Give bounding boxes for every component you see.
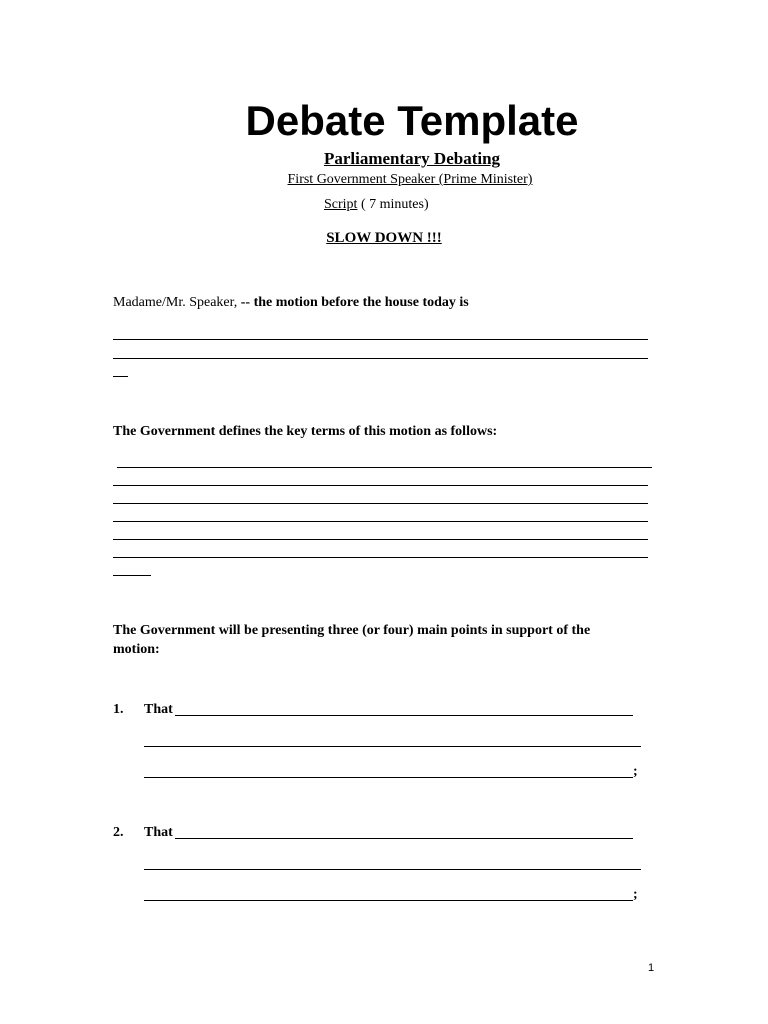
point-blank-line[interactable] (175, 838, 633, 839)
script-line (324, 196, 429, 214)
script-label: Script (324, 197, 358, 212)
definitions-prompt: The Government defines the key terms of this motion as follows: (113, 424, 498, 439)
definitions-blank-line[interactable] (117, 467, 652, 468)
definitions-blank-line[interactable] (113, 557, 648, 558)
point-blank-line[interactable] (144, 900, 633, 901)
point-blank-line[interactable] (144, 777, 633, 778)
point-number: 1. (113, 702, 124, 717)
point-end-mark: ; (633, 887, 638, 902)
document-subtitle: Parliamentary Debating (323, 149, 501, 168)
document-title: Debate Template (245, 97, 579, 144)
motion-prompt (113, 293, 469, 312)
definitions-blank-line[interactable] (113, 521, 648, 522)
motion-blank-line[interactable] (113, 339, 648, 340)
page-number: 1 (648, 962, 655, 974)
point-lead: That (144, 702, 173, 717)
points-prompt-line-2: motion: (113, 642, 160, 657)
motion-prompt-text: -- the motion before the house today is (237, 295, 469, 310)
definitions-blank-line-end[interactable] (113, 575, 151, 576)
point-number: 2. (113, 825, 124, 840)
point-blank-line[interactable] (175, 715, 633, 716)
speaker-role: First Government Speaker (Prime Minister) (287, 172, 533, 187)
point-blank-line[interactable] (144, 746, 641, 747)
point-blank-line[interactable] (144, 869, 641, 870)
motion-blank-line-end[interactable] (113, 376, 128, 377)
point-end-mark: ; (633, 764, 638, 779)
definitions-blank-line[interactable] (113, 485, 648, 486)
point-lead: That (144, 825, 173, 840)
definitions-blank-line[interactable] (113, 503, 648, 504)
motion-blank-line[interactable] (113, 358, 648, 359)
motion-prompt-address: Madame/Mr. Speaker, (113, 295, 238, 310)
slow-down-reminder: SLOW DOWN !!! (326, 230, 442, 246)
points-prompt-line-1: The Government will be presenting three (or four) main points in support of the (113, 623, 591, 638)
definitions-blank-line[interactable] (113, 539, 648, 540)
script-duration: ( 7 minutes) (357, 197, 429, 212)
